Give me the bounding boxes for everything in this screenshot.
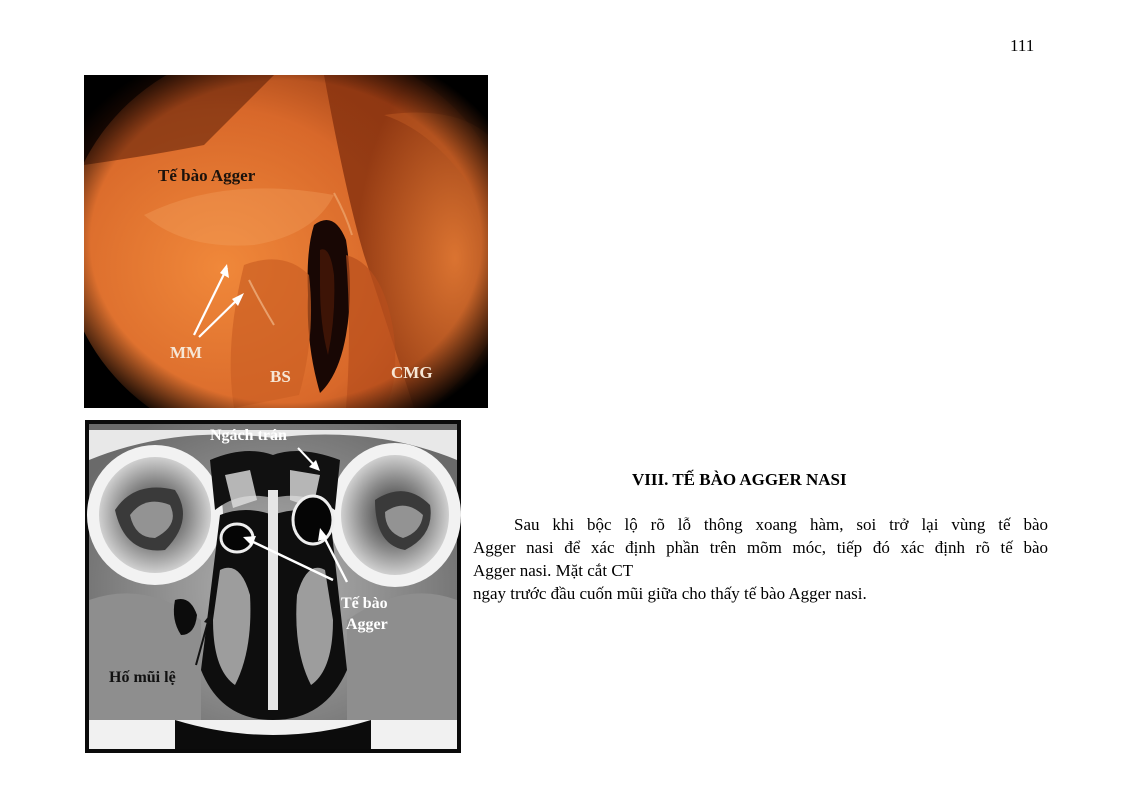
page-number: 111 [1010,36,1035,55]
paragraph-line: Agger nasi để xác định phần trên mõm móc, tiếp đó xác định rõ tế bào [473,538,1048,557]
label-agger-cell: Tế bào Agger [158,166,256,185]
label-uncinate-mm: MM [170,343,203,362]
ct-scan-figure [85,420,461,753]
paragraph-line: Agger nasi. Mặt cắt CT [473,561,634,580]
label-nasolacrimal: Hố mũi lệ [109,669,176,686]
body-paragraph [473,513,1048,605]
paragraph-line: Sau khi bộc lộ rõ lỗ thông xoang hàm, soi trở lại vùng tế bào [514,515,1048,534]
label-ethmoid-bulla-bs: BS [270,367,291,386]
endoscopy-figure [84,75,488,408]
ct-scan-image [85,420,461,753]
label-agger-cell-line2: Agger [346,616,388,633]
endoscopy-image [84,75,488,408]
paragraph-line: ngay trước đầu cuốn mũi giữa cho thấy tế bào Agger nasi. [473,584,867,603]
section-title: VIII. TẾ BÀO AGGER NASI [632,470,847,489]
label-frontal-recess: Ngách trán [210,427,287,444]
label-middle-turbinate-cmg: CMG [391,363,433,382]
label-agger-cell-line1: Tế bào [341,595,388,612]
